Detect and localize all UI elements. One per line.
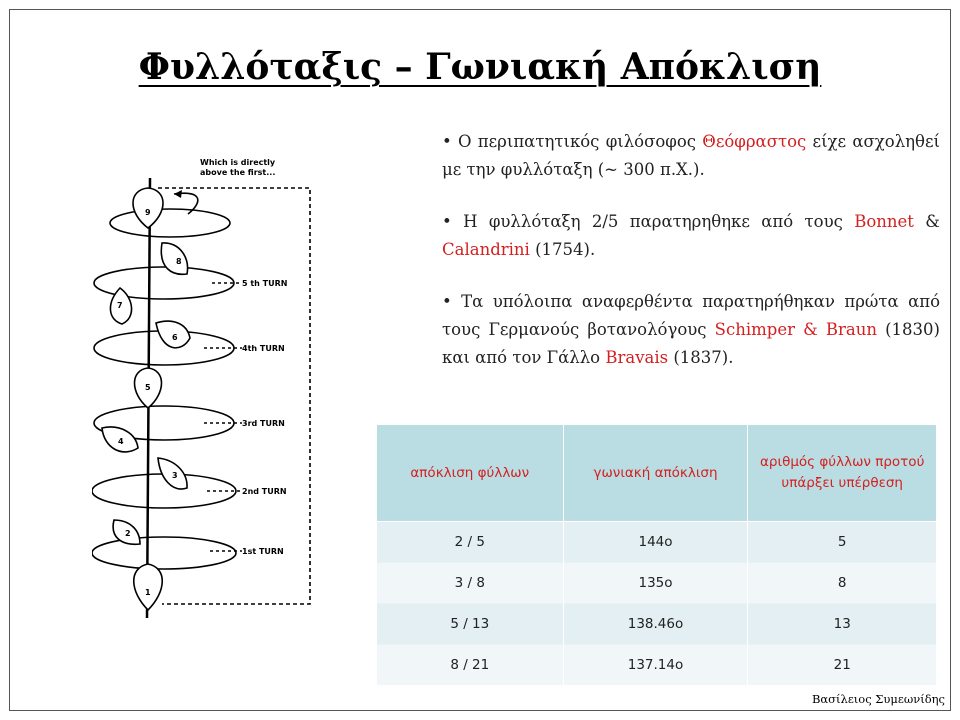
header-angular-divergence: γωνιακή απόκλιση [563,425,748,522]
slide-title [0,46,960,88]
table-cell: 5 / 13 [377,604,564,645]
table-cell: 5 [748,522,937,563]
name-bravais: Bravais [605,348,669,367]
bullet-text: (1830) και από τον Γάλλο [442,320,940,367]
table-cell: 135ο [563,563,748,604]
bullet-bonnet [442,208,940,264]
table-cell: 3 / 8 [377,563,564,604]
turn-label: 3rd TURN [242,419,285,428]
slide-title-text: Φυλλόταξις – Γωνιακή Απόκλιση [138,46,822,88]
name-theophrastus: Θεόφραστος [702,132,807,151]
table-header-row [377,425,937,522]
bullet-list [442,128,940,396]
leaf-number: 3 [172,471,178,480]
name-bonnet: Bonnet [854,212,914,231]
table-cell: 138.46ο [563,604,748,645]
table-cell: 137.14ο [563,645,748,686]
table-cell: 21 [748,645,937,686]
leaf-number: 6 [172,333,178,342]
turn-label: 1st TURN [242,547,284,556]
turn-label: 4th TURN [242,344,285,353]
table-cell: 8 / 21 [377,645,564,686]
table-row [377,522,937,563]
name-schimper-braun: Schimper & Braun [714,320,877,339]
bullet-text: (1754). [529,240,596,259]
leaf-number: 9 [145,208,151,217]
header-leaf-divergence: απόκλιση φύλλων [377,425,564,522]
leaf-number: 5 [145,383,151,392]
phyllotaxis-spiral-diagram [92,148,342,628]
bullet-theophrastus [442,128,940,184]
bullet-text: είχε ασχοληθεί με την φυλλόταξη (~ 300 π.Χ.). [442,132,940,179]
header-leaf-count: αριθμός φύλλων προτού υπάρξει υπέρθεση [748,425,937,522]
table-cell: 13 [748,604,937,645]
arrowhead-icon [174,190,182,198]
bullet-text: • Ο περιπατητικός φιλόσοφος [442,132,703,151]
bullet-text: • Τα υπόλοιπα αναφερθέντα παρατηρήθηκαν πρώτα από τους Γερμανούς βοτανολόγους [442,292,940,339]
table-row [377,645,937,686]
table-cell: 8 [748,563,937,604]
name-calandrini: Calandrini [442,240,530,259]
bullet-text: (1837). [668,348,734,367]
divergence-table [376,424,937,685]
leaf-number: 1 [145,588,151,597]
leaf-number: 2 [125,529,131,538]
table-cell: 2 / 5 [377,522,564,563]
leaf-number: 4 [118,437,124,446]
turn-label: 2nd TURN [242,487,287,496]
leaf-number: 7 [117,301,123,310]
leaf-number: 8 [176,257,182,266]
table-row [377,563,937,604]
turn-label: 5 th TURN [242,279,288,288]
bullet-text: & [913,212,940,231]
bullet-text: • Η φυλλόταξη 2/5 παρατηρηθηκε από τους [442,212,855,231]
table-cell: 144ο [563,522,748,563]
table-row [377,604,937,645]
diagram-caption-line2: above the first... [200,168,276,177]
diagram-caption-line1: Which is directly [200,158,276,167]
turn-dashes [204,283,242,551]
bullet-schimper [442,288,940,372]
leaves [102,188,190,610]
author-footer: Βασίλειος Συμεωνίδης [811,692,945,706]
